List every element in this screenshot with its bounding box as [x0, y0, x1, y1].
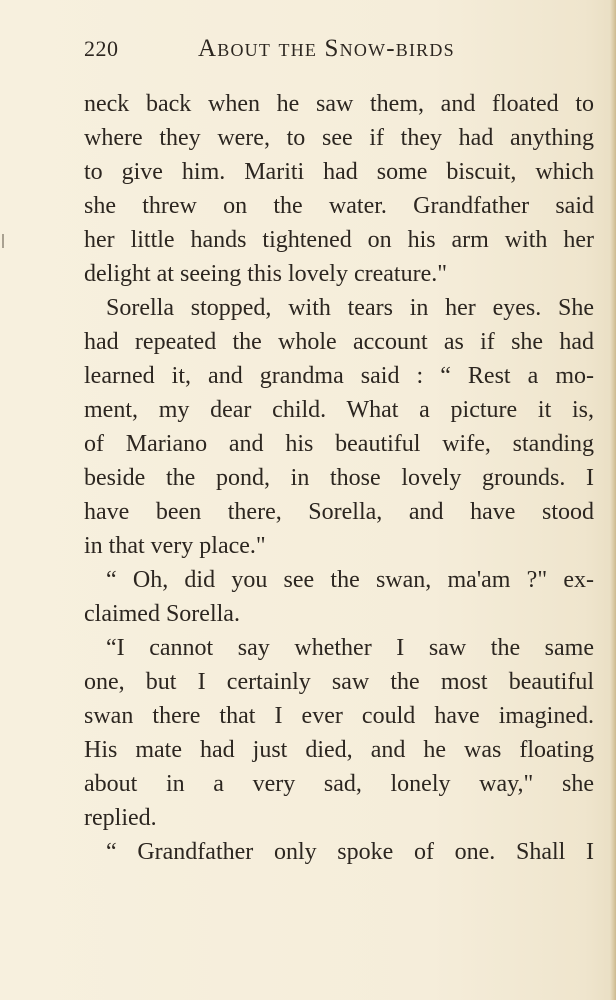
- text-line: delight at seeing this lovely creature.": [84, 261, 448, 287]
- text-line: Sorella stopped, with tears in her eyes. She: [106, 295, 594, 321]
- text-line: claimed Sorella.: [84, 601, 240, 627]
- page-number: 220: [84, 36, 119, 61]
- text-line: “ Oh, did you see the swan, ma'am ?" ex-: [106, 567, 594, 593]
- text-line: neck back when he saw them, and floated to: [84, 91, 594, 117]
- text-line: one, but I certainly saw the most beautiful: [84, 669, 594, 695]
- text-line: in that very place.": [84, 533, 266, 559]
- text-line: replied.: [84, 805, 157, 831]
- text-line: where they were, to see if they had anything: [84, 125, 594, 151]
- text-line: had repeated the whole account as if she had: [84, 329, 594, 355]
- page-header: [84, 34, 594, 68]
- text-line: about in a very sad, lonely way," she: [84, 771, 594, 797]
- running-head: About the Snow-birds: [198, 35, 455, 62]
- text-line: beside the pond, in those lovely grounds. I: [84, 465, 594, 491]
- text-line: learned it, and grandma said : “ Rest a mo-: [84, 363, 594, 389]
- text-line: of Mariano and his beautiful wife, standing: [84, 431, 594, 457]
- page-edge-shadow: [610, 0, 616, 1000]
- text-line: swan there that I ever could have imagined.: [84, 703, 594, 729]
- text-line: His mate had just died, and he was floating: [84, 737, 594, 763]
- text-line: ment, my dear child. What a picture it is,: [84, 397, 594, 423]
- text-line: have been there, Sorella, and have stood: [84, 499, 594, 525]
- body-text: [84, 87, 594, 869]
- text-line: “ Grandfather only spoke of one. Shall I: [106, 839, 594, 865]
- text-line: to give him. Mariti had some biscuit, which: [84, 159, 594, 185]
- text-line: “I cannot say whether I saw the same: [106, 635, 594, 661]
- text-line: her little hands tightened on his arm with her: [84, 227, 594, 253]
- margin-mark: [2, 234, 4, 248]
- text-line: she threw on the water. Grandfather said: [84, 193, 594, 219]
